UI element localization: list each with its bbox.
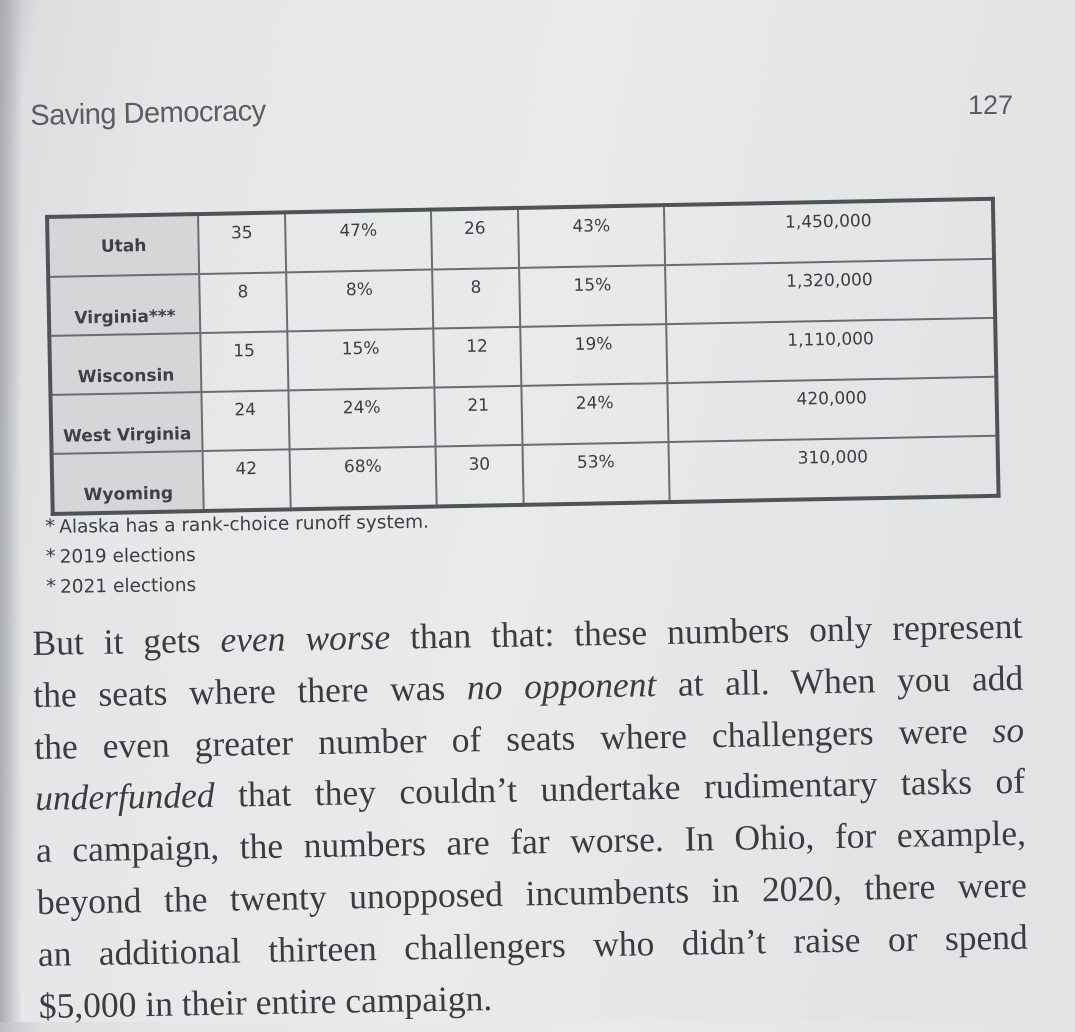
state-cell: Wyoming [52, 451, 204, 514]
text-run: the even greater number of seats where challengers were [33, 709, 993, 767]
table-cell: 1,110,000 [666, 318, 996, 383]
text-run: the seats where there was [32, 667, 468, 715]
footnote [46, 567, 430, 602]
footnote-mark: * [45, 543, 56, 568]
table-cell: 42 [203, 449, 291, 511]
page-gutter-shadow [0, 0, 22, 1022]
table-cell: 53% [522, 442, 669, 505]
emphasis-run: underfunded [34, 775, 215, 819]
state-cell: Utah [47, 214, 199, 277]
state-cell: West Virginia [50, 392, 202, 454]
table-cell: 8 [199, 272, 287, 333]
state-cell: Virginia*** [48, 274, 200, 336]
text-run: that they couldn’t undertake rudimentary tasks of [214, 761, 1026, 816]
table-cell: 19% [520, 324, 667, 386]
data-table [45, 197, 1001, 516]
table-cell: 30 [436, 445, 524, 507]
footnote-mark: * [45, 513, 56, 538]
table-cell: 15% [287, 329, 434, 391]
footnote-text: Alaska has a rank-choice runoff system. [59, 511, 430, 538]
table-cell: 8% [286, 270, 433, 332]
page-number: 127 [968, 90, 1014, 120]
paragraph-line: $5,000 in their entire campaign. [38, 977, 493, 1026]
table-cell: 26 [431, 208, 519, 270]
state-cell: Wisconsin [49, 333, 201, 395]
paragraph-line: beyond the twenty unopposed incumbents in 2020, there were [36, 864, 1028, 922]
footnote [45, 507, 429, 542]
table-cell: 47% [285, 210, 432, 273]
paragraph-line: a campaign, the numbers are far worse. In Ohio, for example, [35, 812, 1027, 871]
footnote-text: 2019 elections [59, 544, 196, 568]
running-head-title: Saving Democracy [30, 95, 266, 132]
body-paragraph [32, 601, 1029, 1032]
table-cell: 68% [289, 447, 436, 510]
table-cell: 15 [200, 331, 288, 392]
table-cell: 1,450,000 [664, 199, 994, 265]
table-cell: 24% [521, 383, 668, 445]
emphasis-run: so [992, 709, 1025, 750]
table-cell: 420,000 [667, 377, 997, 442]
table-cell: 15% [519, 265, 666, 327]
state-table [45, 197, 1000, 506]
text-run: than that: these numbers only represent [389, 605, 1023, 657]
table-cell: 43% [518, 205, 665, 268]
table-cell: 8 [432, 268, 520, 329]
text-run: But it gets [32, 619, 221, 663]
text-run: at all. When you add [655, 657, 1024, 704]
emphasis-run: even worse [220, 616, 391, 660]
emphasis-run: no opponent [466, 663, 657, 708]
table-cell: 24% [288, 388, 435, 450]
table-cell: 35 [198, 212, 286, 274]
table-footnotes [45, 507, 430, 602]
table-cell: 310,000 [669, 436, 999, 502]
table-cell: 24 [201, 390, 289, 451]
paragraph-line: an additional thirteen challengers who didn’t raise or spend [37, 916, 1029, 974]
table-cell: 1,320,000 [665, 259, 995, 324]
footnote-text: 2021 elections [59, 574, 197, 598]
table-cell: 21 [434, 386, 522, 447]
table-cell: 12 [433, 327, 521, 388]
footnote-mark: * [45, 573, 57, 598]
